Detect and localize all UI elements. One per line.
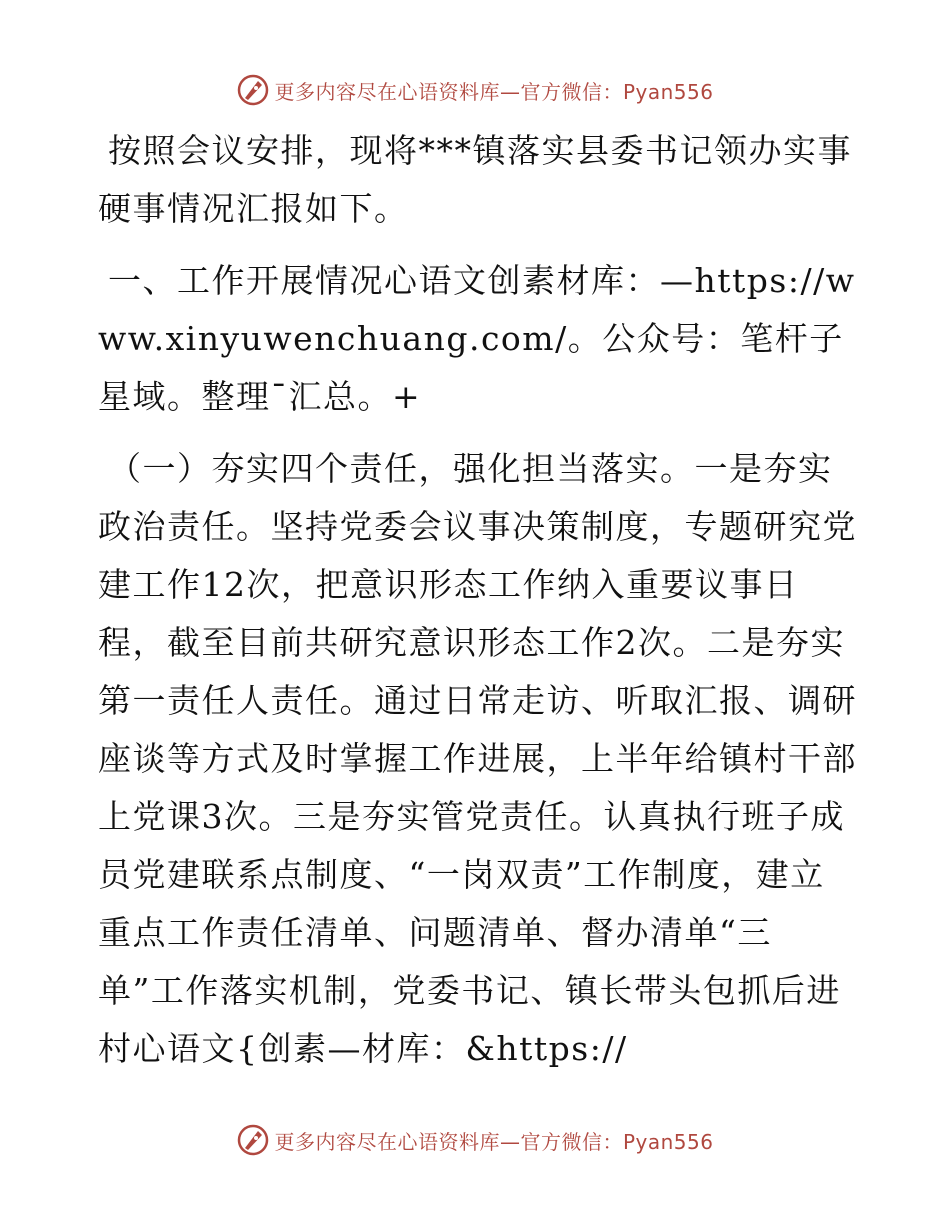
footer-watermark bbox=[0, 1120, 950, 1160]
paragraph-body: （一）夯实四个责任，强化担当落实。一是夯实政治责任。坚持党委会议事决策制度，专题研究党建工作12次，把意识形态工作纳入重要议事日程，截至目前共研究意识形态工作2次。二是夯实第一责任人责任。通过日常走访、听取汇报、调研座谈等方式及时掌握工作进展，上半年给镇村干部上党课3次。三是夯实管党责任。认真执行班子成员党建联系点制度、“一岗双责”工作制度，建立重点工作责任清单、问题清单、督办清单“三单”工作落实机制，党委书记、镇长带头包抓后进村心语文{创素—材库：&https:// bbox=[98, 449, 857, 1068]
paragraph-intro: 按照会议安排，现将***镇落实县委书记领办实事硬事情况汇报如下。 bbox=[98, 131, 852, 228]
watermark-text: 更多内容尽在心语资料库—官方微信：Pyan556 bbox=[274, 1129, 714, 1154]
pen-nib-logo-icon bbox=[236, 73, 270, 107]
paragraph-section-heading: 一、工作开展情况心语文创素材库：—https://www.xinyuwenchuang.com/。公众号：笔杆子星域。整理¯汇总。+ bbox=[98, 261, 856, 416]
header-watermark bbox=[0, 70, 950, 110]
document-body bbox=[98, 122, 858, 1092]
watermark-text: 更多内容尽在心语资料库—官方微信：Pyan556 bbox=[274, 79, 714, 104]
pen-nib-logo-icon bbox=[236, 1123, 270, 1157]
